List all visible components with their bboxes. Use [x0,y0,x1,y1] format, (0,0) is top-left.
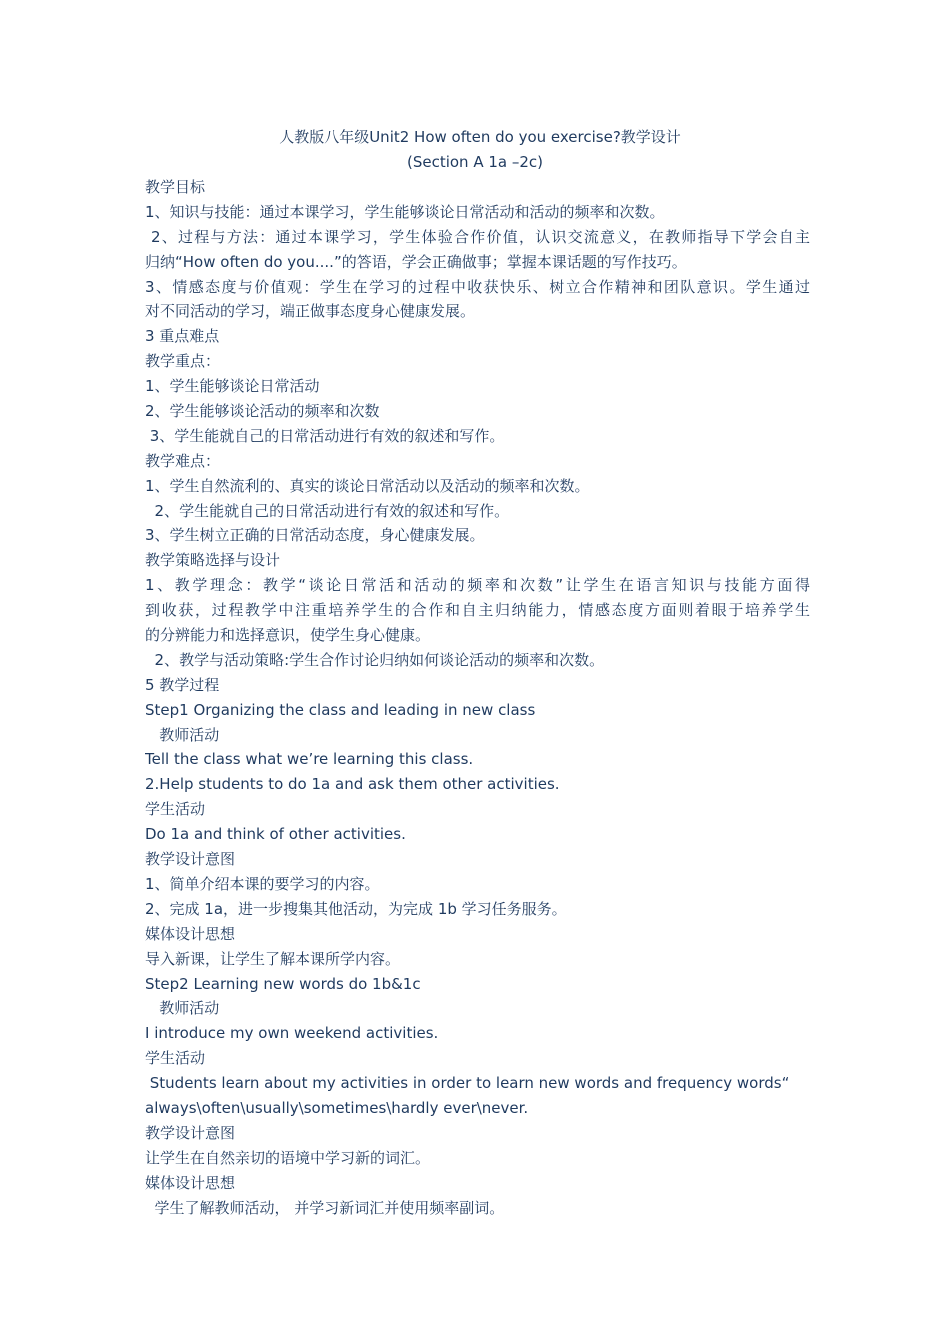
subheading-student-activity: 学生活动 [145,800,206,819]
heading-teaching-difficulties: 教学难点： [145,451,221,470]
paragraph-line: 归纳“How often do you....”的答语，学会正确做事；掌握本课话题的写作技巧。 [145,252,687,271]
paragraph-line: Do 1a and think of other activities. [145,825,406,844]
list-item: 1、学生自然流利的、真实的谈论日常活动以及活动的频率和次数。 [145,476,590,495]
heading-teaching-strategy: 教学策略选择与设计 [145,551,281,570]
subheading-design-intent: 教学设计意图 [145,1123,236,1142]
paragraph-line: always\often\usually\sometimes\hardly ever\never. [145,1098,529,1117]
paragraph-line: I introduce my own weekend activities. [145,1024,439,1043]
paragraph-line: Tell the class what we’re learning this class. [145,750,474,769]
paragraph-line: 到收获，过程教学中注重培养学生的合作和自主归纳能力，情感态度方面则着眼于培养学生 [145,601,810,620]
paragraph-line: Students learn about my activities in order to learn new words and frequency words“ [145,1074,790,1093]
list-item: 2、学生能就自己的日常活动进行有效的叙述和写作。 [145,501,510,520]
paragraph-line: 1、教学理念：教学“谈论日常活和活动的频率和次数”让学生在语言知识与技能方面得 [145,576,810,595]
paragraph-line: 导入新课，让学生了解本课所学内容。 [145,949,401,968]
subheading-media-design: 媒体设计思想 [145,924,236,943]
heading-teaching-objectives: 教学目标 [145,178,206,196]
paragraph-line: 对不同活动的学习，端正做事态度身心健康发展。 [145,302,476,321]
paragraph-line: 2.Help students to do 1a and ask them other activities. [145,775,560,794]
list-item: 3、学生树立正确的日常活动态度，身心健康发展。 [145,526,485,545]
document-title: 人教版八年级Unit2 How often do you exercise?教学设计 [279,128,681,146]
step-heading: Step2 Learning new words do 1b&1c [145,974,421,993]
document-body [145,175,810,1220]
subheading-student-activity: 学生活动 [145,1049,206,1068]
heading-key-points: 3 重点难点 [145,327,220,346]
step-heading: Step1 Organizing the class and leading in new class [145,700,536,719]
list-item: 2、完成 1a，进一步搜集其他活动，为完成 1b 学习任务服务。 [145,899,567,918]
paragraph-line: 学生了解教师活动， 并学习新词汇并使用频率副词。 [145,1198,505,1217]
subheading-teacher-activity: 教师活动 [145,725,220,744]
list-item: 1、简单介绍本课的要学习的内容。 [145,874,380,893]
subheading-media-design: 媒体设计思想 [145,1173,236,1192]
document-subtitle: (Section A 1a –2c) [406,153,544,171]
list-item: 3、学生能就自己的日常活动进行有效的叙述和写作。 [145,426,505,445]
subheading-teacher-activity: 教师活动 [145,999,220,1018]
heading-teaching-focus: 教学重点： [145,352,221,371]
paragraph-line: 2、教学与活动策略:学生合作讨论归纳如何谈论活动的频率和次数。 [145,650,605,669]
paragraph-line: 3、情感态度与价值观：学生在学习的过程中收获快乐、树立合作精神和团队意识。学生通过 [145,277,810,296]
paragraph-line: 的分辨能力和选择意识，使学生身心健康。 [145,626,431,645]
list-item: 1、学生能够谈论日常活动 [145,377,320,396]
list-item: 2、学生能够谈论活动的频率和次数 [145,402,380,421]
paragraph-line: 让学生在自然亲切的语境中学习新的词汇。 [145,1148,431,1167]
heading-teaching-process: 5 教学过程 [145,675,220,694]
paragraph-line: 1、知识与技能：通过本课学习，学生能够谈论日常活动和活动的频率和次数。 [145,202,665,221]
paragraph-line: 2、过程与方法：通过本课学习，学生体验合作价值，认识交流意义，在教师指导下学会自主 [145,227,810,246]
subheading-design-intent: 教学设计意图 [145,850,236,869]
